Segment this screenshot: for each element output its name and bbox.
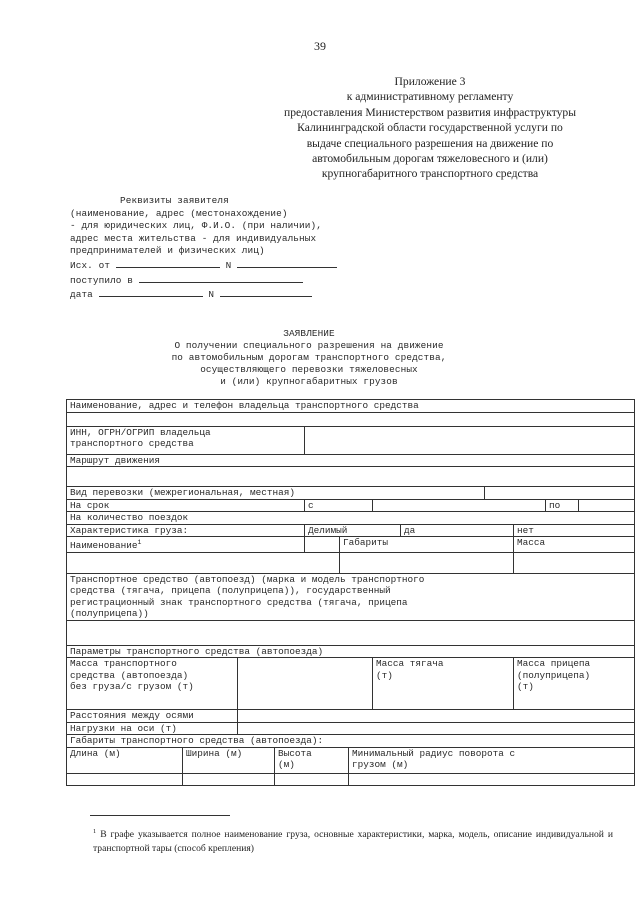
mass-label: Масса <box>514 537 635 553</box>
outgoing-number-field[interactable] <box>237 258 337 268</box>
outgoing-row <box>70 258 337 273</box>
cargo-name-text: Наименование <box>70 540 138 552</box>
term-to-label: по <box>546 499 579 512</box>
received-row <box>70 273 337 288</box>
trailer-mass-label <box>514 658 635 710</box>
tractor-mass-line: Масса тягача <box>376 658 444 670</box>
appendix-line: Приложение 3 <box>394 75 466 88</box>
application-form-table <box>66 399 635 786</box>
cargo-name-label <box>67 537 305 553</box>
requisites-line: предпринимателей и физических лиц) <box>70 245 265 257</box>
cargo-name-field[interactable] <box>305 537 340 553</box>
inn-label-line: транспортного средства <box>70 438 194 449</box>
tractor-mass-line: (т) <box>376 669 393 681</box>
date-row <box>70 287 337 302</box>
appendix-line: выдаче специального разрешения на движение по <box>306 136 554 150</box>
axle-distance-field[interactable] <box>238 710 635 723</box>
axle-loads-field[interactable] <box>238 722 635 735</box>
vehicle-line: регистрационный знак транспортного средства (тягача, прицепа <box>70 596 408 608</box>
footnote-text: В графе указывается полное наименование груза, основные характеристики, марка, модель, описание индивидуальной и транспортной тары (способ крепления) <box>93 829 613 854</box>
footnote-mark: 1 <box>93 828 97 835</box>
radius-line: Минимальный радиус поворота с <box>352 747 516 759</box>
date-label: дата <box>70 289 93 301</box>
divisible-no-option[interactable]: нет <box>514 524 635 537</box>
trips-label: На количество поездок <box>67 512 635 525</box>
height-line: Высота <box>278 747 312 759</box>
outgoing-date-field[interactable] <box>116 258 220 268</box>
applicant-requisites <box>70 195 337 302</box>
requisites-title: Реквизиты заявителя <box>120 195 229 206</box>
term-to-field[interactable] <box>579 499 635 512</box>
owner-name-label: Наименование, адрес и телефон владельца транспортного средства <box>67 400 635 413</box>
term-from-field[interactable] <box>373 499 546 512</box>
appendix-line: автомобильным дорогам тяжеловесного и (или) <box>312 152 548 166</box>
height-label <box>275 747 349 773</box>
inn-label <box>67 426 305 454</box>
statement-line: и (или) крупногабаритных грузов <box>220 376 398 387</box>
length-value[interactable] <box>67 773 183 785</box>
divisible-label: Делимый <box>305 524 401 537</box>
vehicle-description-label <box>67 573 635 620</box>
mass-value[interactable] <box>514 552 635 573</box>
vehicle-mass-field[interactable] <box>238 658 373 710</box>
route-field[interactable] <box>67 467 635 487</box>
dimensions-value[interactable] <box>340 552 514 573</box>
vehicle-mass-line: средства (автопоезда) <box>70 669 189 681</box>
date-number-label: N <box>208 289 215 301</box>
vehicle-mass-line: без груза/с грузом (т) <box>70 681 194 693</box>
transport-type-label: Вид перевозки (межрегиональная, местная) <box>67 487 485 500</box>
height-line: (м) <box>278 759 295 771</box>
outgoing-number-label: N <box>225 259 232 271</box>
inn-field[interactable] <box>305 426 635 454</box>
received-label: поступило в <box>70 274 133 286</box>
width-value[interactable] <box>183 773 275 785</box>
statement-heading <box>140 328 478 388</box>
transport-type-field[interactable] <box>485 487 635 500</box>
vehicle-description-field[interactable] <box>67 620 635 645</box>
cargo-name-value[interactable] <box>67 552 340 573</box>
vehicle-params-label: Параметры транспортного средства (автопоезда) <box>67 645 635 658</box>
dimensions-label: Габариты <box>340 537 514 553</box>
vehicle-mass-label <box>67 658 238 710</box>
statement-line: по автомобильным дорогам транспортного средства, <box>171 352 447 363</box>
requisites-line: (наименование, адрес (местонахождение) <box>70 207 288 219</box>
width-label: Ширина (м) <box>183 747 275 773</box>
radius-line: грузом (м) <box>352 759 409 771</box>
turning-radius-label <box>349 747 635 773</box>
outgoing-label: Исх. от <box>70 259 111 271</box>
divisible-yes-option[interactable]: да <box>401 524 514 537</box>
tractor-mass-label <box>373 658 514 710</box>
requisites-line: - для юридических лиц, Ф.И.О. (при наличии), <box>70 220 322 232</box>
vehicle-line: Транспортное средство (автопоезд) (марка и модель транспортного <box>70 573 425 585</box>
appendix-header <box>270 74 640 182</box>
owner-name-field[interactable] <box>67 412 635 426</box>
vehicle-line: (полуприцепа)) <box>70 608 149 620</box>
inn-label-line: ИНН, ОГРН/ОГРИП владельца <box>70 426 211 438</box>
axle-loads-label: Нагрузки на оси (т) <box>67 722 238 735</box>
axle-distance-label: Расстояния между осями <box>67 710 238 723</box>
trailer-mass-line: Масса прицепа <box>517 658 591 670</box>
appendix-line: к административному регламенту <box>346 90 514 104</box>
date-field[interactable] <box>99 287 203 297</box>
cargo-characteristics-label: Характеристика груза: <box>67 524 305 537</box>
page-number: 39 <box>314 39 326 53</box>
footnote-divider <box>90 815 230 816</box>
term-from-label: с <box>305 499 373 512</box>
date-number-field[interactable] <box>220 287 312 297</box>
appendix-line: предоставления Министерством развития инфраструктуры <box>283 105 576 119</box>
appendix-line: Калининградской области государственной услуги по <box>297 121 563 135</box>
vehicle-dimensions-label: Габариты транспортного средства (автопоезда): <box>67 735 635 748</box>
vehicle-mass-line: Масса транспортного <box>70 658 177 670</box>
trailer-mass-line: (полуприцепа) <box>517 669 591 681</box>
term-label: На срок <box>67 499 305 512</box>
trailer-mass-line: (т) <box>517 681 534 693</box>
received-field[interactable] <box>139 273 303 283</box>
route-label: Маршрут движения <box>67 454 635 467</box>
appendix-line: крупногабаритного транспортного средства <box>321 167 539 181</box>
turning-radius-value[interactable] <box>349 773 635 785</box>
height-value[interactable] <box>275 773 349 785</box>
footnote-ref: 1 <box>137 539 142 546</box>
statement-line: О получении специального разрешения на движение <box>174 340 444 351</box>
vehicle-line: средства (тягача, прицепа (полуприцепа)), государственный <box>70 585 391 597</box>
requisites-line: адрес места жительства - для индивидуальных <box>70 232 317 244</box>
statement-title: ЗАЯВЛЕНИЕ <box>283 328 335 339</box>
footnote <box>93 825 613 855</box>
length-label: Длина (м) <box>67 747 183 773</box>
statement-line: осуществляющего перевозки тяжеловесных <box>200 364 418 375</box>
